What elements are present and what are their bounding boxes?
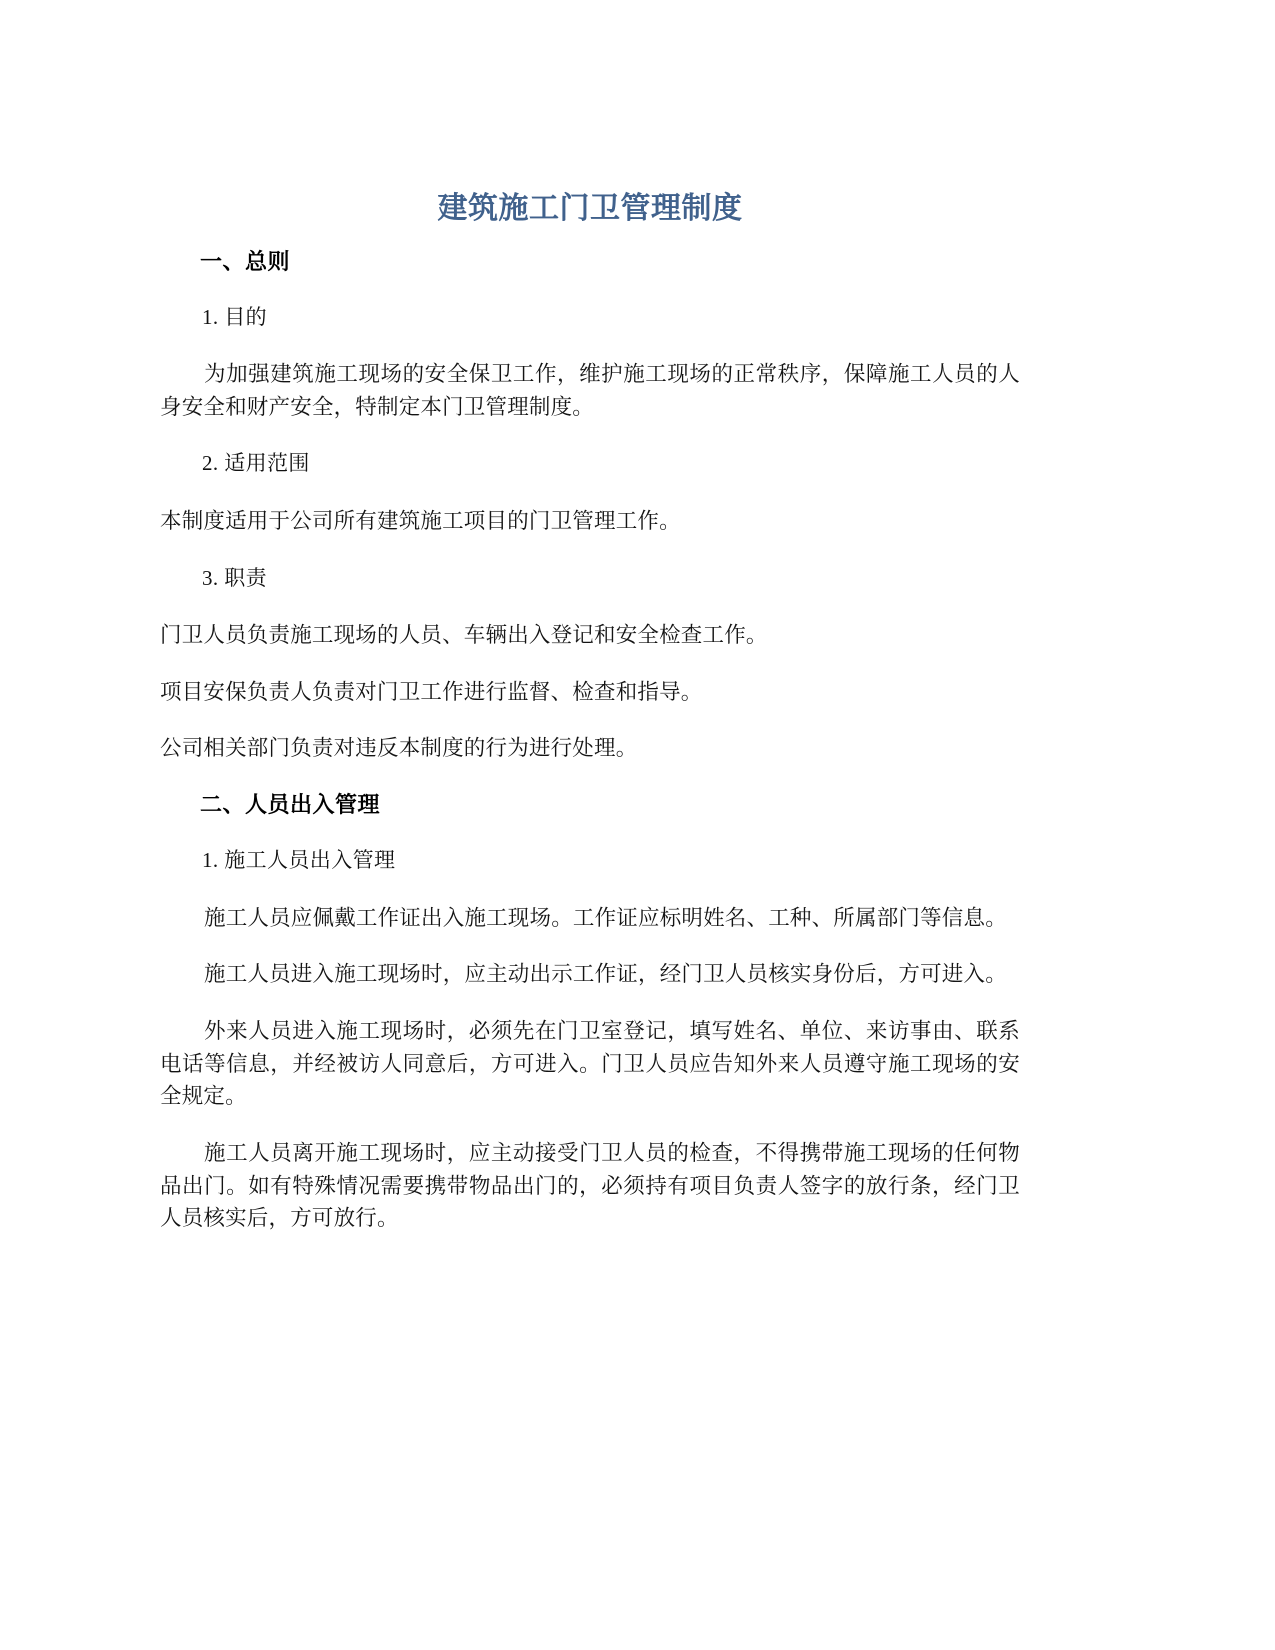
body-paragraph: 项目安保负责人负责对门卫工作进行监督、检查和指导。 <box>160 679 703 704</box>
body-paragraph: 施工人员应佩戴工作证出入施工现场。工作证应标明姓名、工种、所属部门等信息。 <box>204 905 1007 930</box>
document-body <box>160 234 1020 1247</box>
page-title: 建筑施工门卫管理制度 <box>437 191 743 226</box>
body-paragraph: 门卫人员负责施工现场的人员、车辆出入登记和安全检查工作。 <box>160 623 768 648</box>
sub-heading: 3. 职责 <box>202 565 267 590</box>
document-content <box>160 0 1020 1247</box>
section-heading: 一、总则 <box>200 249 291 275</box>
sub-heading: 1. 目的 <box>202 304 267 329</box>
body-paragraph: 本制度适用于公司所有建筑施工项目的门卫管理工作。 <box>160 508 681 533</box>
body-paragraph: 施工人员离开施工现场时，应主动接受门卫人员的检查，不得携带施工现场的任何物品出门。如有特殊情况需要携带物品出门的，必须持有项目负责人签字的放行条，经门卫人员核实后，方可放行。 <box>160 1140 1020 1231</box>
sub-heading: 2. 适用范围 <box>202 451 310 476</box>
body-paragraph: 外来人员进入施工现场时，必须先在门卫室登记，填写姓名、单位、来访事由、联系电话等信息，并经被访人同意后，方可进入。门卫人员应告知外来人员遵守施工现场的安全规定。 <box>160 1018 1020 1109</box>
section-heading: 二、人员出入管理 <box>200 793 381 819</box>
body-paragraph: 施工人员进入施工现场时，应主动出示工作证，经门卫人员核实身份后，方可进入。 <box>204 962 1007 987</box>
sub-heading: 1. 施工人员出入管理 <box>202 848 396 873</box>
body-paragraph: 公司相关部门负责对违反本制度的行为进行处理。 <box>160 736 638 761</box>
body-paragraph: 为加强建筑施工现场的安全保卫工作，维护施工现场的正常秩序，保障施工人员的人身安全和财产安全，特制定本门卫管理制度。 <box>160 362 1020 419</box>
